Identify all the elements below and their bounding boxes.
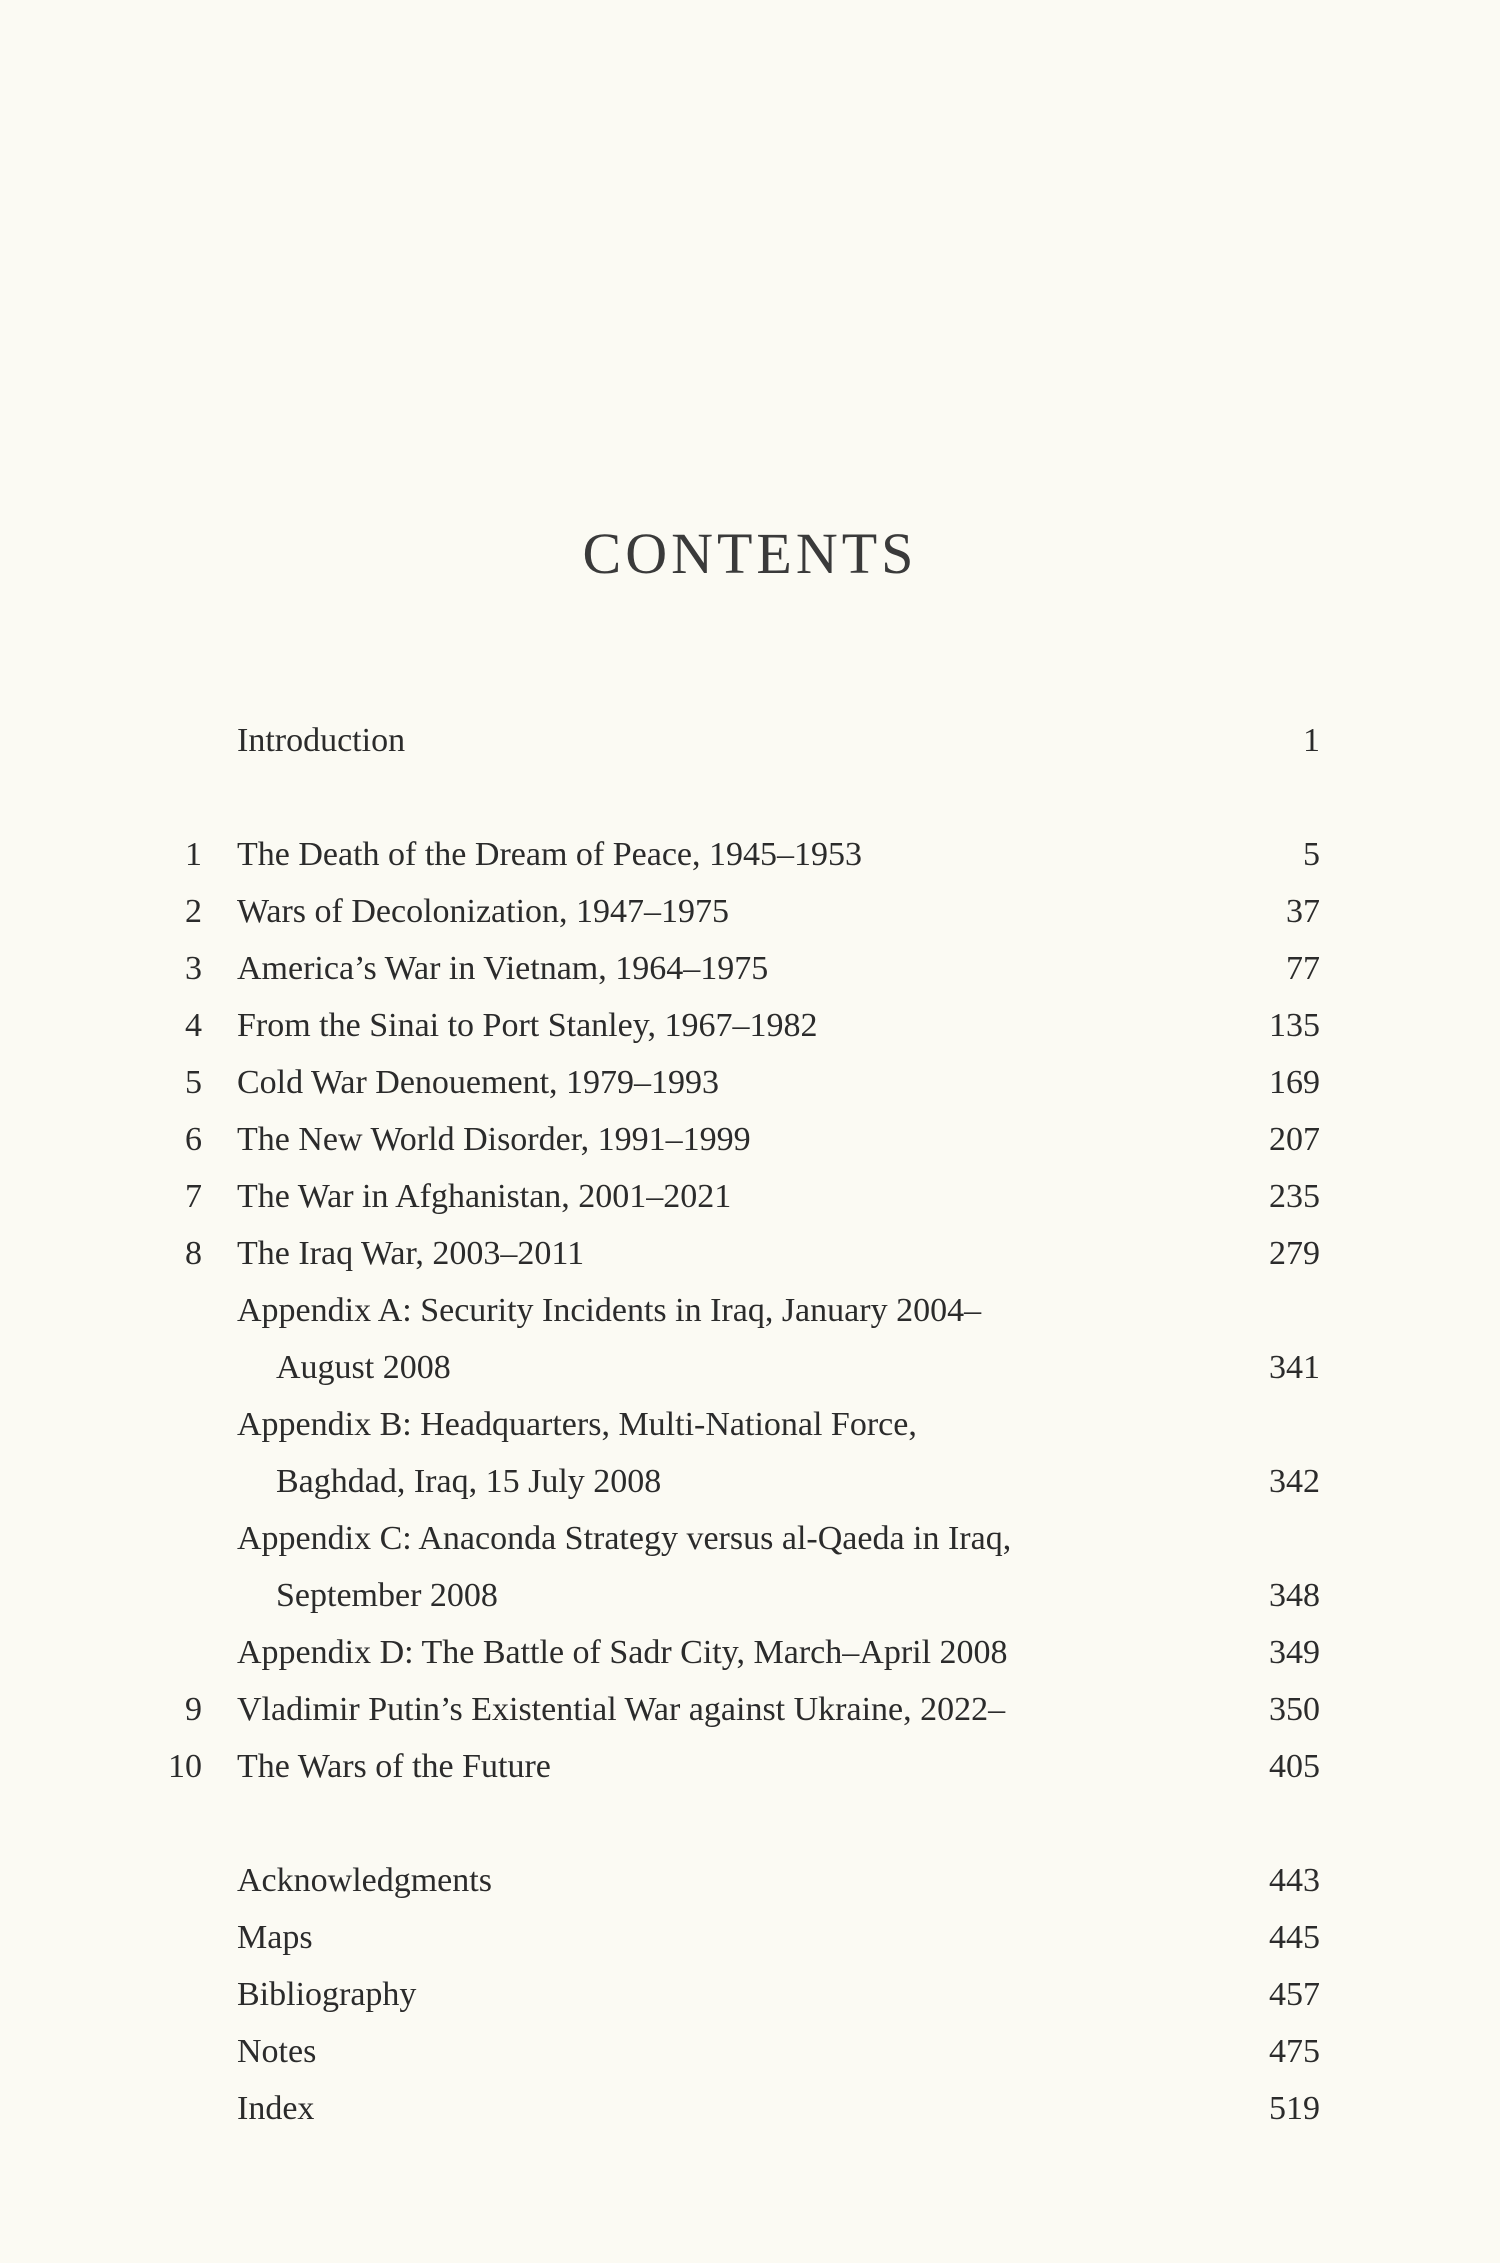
- appendix-page: 349: [1269, 1634, 1320, 1671]
- chapter-page: 235: [1269, 1178, 1320, 1215]
- appendix-title-continued: September 2008: [276, 1577, 498, 1614]
- chapter-number: 3: [185, 950, 202, 987]
- chapter-number: 1: [185, 836, 202, 873]
- back-matter-label: Acknowledgments: [237, 1862, 492, 1899]
- chapter-number: 4: [185, 1007, 202, 1044]
- chapter-page: 77: [1286, 950, 1320, 987]
- appendix-title: Appendix D: The Battle of Sadr City, March–April 2008: [237, 1634, 1008, 1671]
- back-matter-page: 445: [1269, 1919, 1320, 1956]
- back-matter-label: Bibliography: [237, 1976, 417, 2013]
- back-matter-page: 443: [1269, 1862, 1320, 1899]
- chapter-title: From the Sinai to Port Stanley, 1967–1982: [237, 1007, 818, 1044]
- chapter-title: Vladimir Putin’s Existential War against Ukraine, 2022–: [237, 1691, 1006, 1728]
- toc-appendix-a-line1: [150, 1282, 1320, 1339]
- chapter-number: 2: [185, 893, 202, 930]
- chapter-page: 37: [1286, 893, 1320, 930]
- toc-appendix-a-line2: [150, 1339, 1320, 1396]
- appendix-page: 341: [1269, 1349, 1320, 1386]
- toc-chapter-8: [150, 1225, 1320, 1282]
- chapter-number: 9: [185, 1691, 202, 1728]
- appendix-title-continued: August 2008: [276, 1349, 451, 1386]
- chapter-page: 350: [1269, 1691, 1320, 1728]
- chapter-page: 5: [1303, 836, 1320, 873]
- chapter-number: 8: [185, 1235, 202, 1272]
- chapter-title: The War in Afghanistan, 2001–2021: [237, 1178, 732, 1215]
- toc-gap: [150, 769, 1320, 826]
- toc-chapter-6: [150, 1111, 1320, 1168]
- toc-entry-page: 1: [1303, 722, 1320, 759]
- toc-chapter-4: [150, 997, 1320, 1054]
- toc-chapter-3: [150, 940, 1320, 997]
- toc-back-acknowledgments: [150, 1852, 1320, 1909]
- toc-back-maps: [150, 1909, 1320, 1966]
- chapter-title: The Wars of the Future: [237, 1748, 551, 1785]
- chapter-number: 5: [185, 1064, 202, 1101]
- chapter-title: Wars of Decolonization, 1947–1975: [237, 893, 730, 930]
- appendix-title-continued: Baghdad, Iraq, 15 July 2008: [276, 1463, 662, 1500]
- chapter-page: 279: [1269, 1235, 1320, 1272]
- toc-appendix-b-line1: [150, 1396, 1320, 1453]
- back-matter-label: Index: [237, 2090, 315, 2127]
- toc-back-index: [150, 2080, 1320, 2137]
- toc-appendix-c-line1: [150, 1510, 1320, 1567]
- appendix-title: Appendix B: Headquarters, Multi-National Force,: [237, 1406, 917, 1443]
- toc-entry-introduction: [150, 712, 1320, 769]
- toc-chapter-7: [150, 1168, 1320, 1225]
- toc-appendix-b-line2: [150, 1453, 1320, 1510]
- toc-chapter-9: [150, 1681, 1320, 1738]
- back-matter-label: Notes: [237, 2033, 317, 2070]
- toc-gap: [150, 1795, 1320, 1852]
- toc-chapter-10: [150, 1738, 1320, 1795]
- chapter-title: The Iraq War, 2003–2011: [237, 1235, 585, 1272]
- chapter-number: 10: [168, 1748, 202, 1785]
- chapter-page: 169: [1269, 1064, 1320, 1101]
- appendix-title: Appendix C: Anaconda Strategy versus al-Qaeda in Iraq,: [237, 1520, 1012, 1557]
- back-matter-label: Maps: [237, 1919, 313, 1956]
- toc-entry-label: Introduction: [237, 722, 406, 759]
- appendix-page: 342: [1269, 1463, 1320, 1500]
- toc-appendix-c-line2: [150, 1567, 1320, 1624]
- toc-chapter-2: [150, 883, 1320, 940]
- chapter-page: 135: [1269, 1007, 1320, 1044]
- chapter-page: 207: [1269, 1121, 1320, 1158]
- table-of-contents: [150, 712, 1320, 2137]
- toc-back-bibliography: [150, 1966, 1320, 2023]
- back-matter-page: 457: [1269, 1976, 1320, 2013]
- toc-back-notes: [150, 2023, 1320, 2080]
- page-title: CONTENTS: [582, 521, 918, 586]
- chapter-title: America’s War in Vietnam, 1964–1975: [237, 950, 769, 987]
- toc-appendix-d: [150, 1624, 1320, 1681]
- toc-chapter-5: [150, 1054, 1320, 1111]
- chapter-number: 7: [185, 1178, 202, 1215]
- back-matter-page: 475: [1269, 2033, 1320, 2070]
- appendix-page: 348: [1269, 1577, 1320, 1614]
- chapter-title: Cold War Denouement, 1979–1993: [237, 1064, 720, 1101]
- chapter-title: The New World Disorder, 1991–1999: [237, 1121, 751, 1158]
- toc-chapter-1: [150, 826, 1320, 883]
- chapter-page: 405: [1269, 1748, 1320, 1785]
- chapter-title: The Death of the Dream of Peace, 1945–1953: [237, 836, 862, 873]
- chapter-number: 6: [185, 1121, 202, 1158]
- back-matter-page: 519: [1269, 2090, 1320, 2127]
- appendix-title: Appendix A: Security Incidents in Iraq, January 2004–: [237, 1292, 982, 1329]
